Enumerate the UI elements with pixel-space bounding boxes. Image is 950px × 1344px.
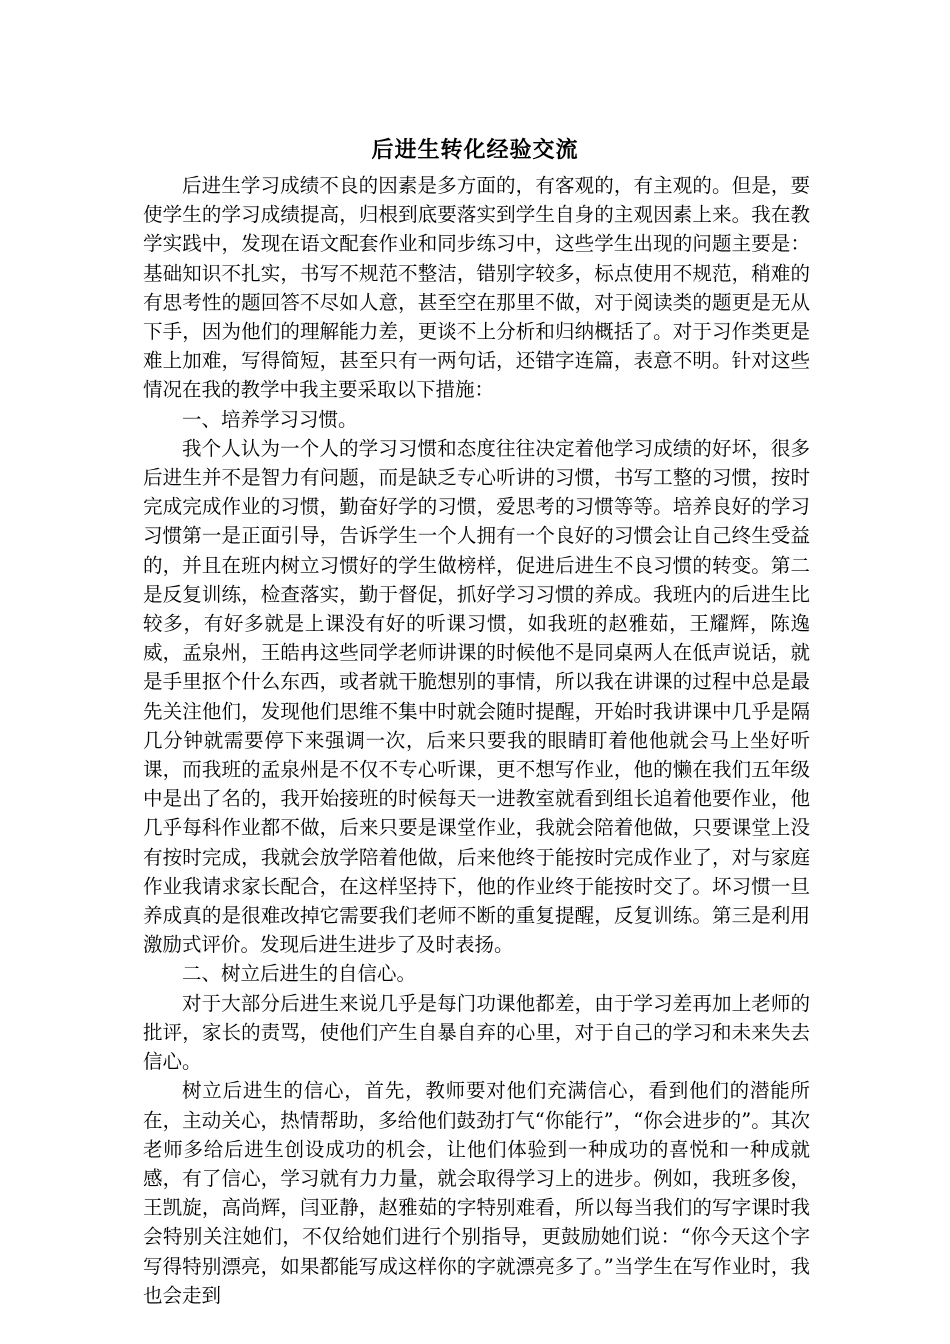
section-heading-1: 一、培养学习习惯。: [182, 407, 358, 431]
document-title: 后进生转化经验交流: [371, 137, 579, 163]
section-heading-2: 二、树立后进生的自信心。: [182, 962, 417, 986]
paragraph-confidence-methods: 树立后进生的信心，首先，教师要对他们充满信心，看到他们的潜能所在，主动关心，热情帮助，多给他们鼓劲打气“你能行”，“你会进步的”。其次老师多给后进生创设成功的机会，让他们体验到一种成功的喜悦和一种成就感，有了信心，学习就有力力量，就会取得学习上的进步。例如，我班多俊，王凯旋，高尚辉，闫亚静，赵雅茹的字特别难看，所以每当我们的写字课时我会特别关注她们，不仅给她们进行个别指导，更鼓励她们说：“你今天这个字写得特别漂亮，如果都能写成这样你的字就漂亮多了。”当学生在写作业时，我也会走到: [143, 1079, 810, 1307]
paragraph-intro: 后进生学习成绩不良的因素是多方面的，有客观的，有主观的。但是，要使学生的学习成绩提高，归根到底要落实到学生自身的主观因素上来。我在教学实践中，发现在语文配套作业和同步练习中，这些学生出现的问题主要是：基础知识不扎实，书写不规范不整洁，错别字较多，标点使用不规范，稍难的有思考性的题回答不尽如人意，甚至空在那里不做，对于阅读类的题更是无从下手，因为他们的理解能力差，更谈不上分析和归纳概括了。对于习作类更是难上加难，写得简短，甚至只有一两句话，还错字连篇，表意不明。针对这些情况在我的教学中我主要采取以下措施：: [143, 174, 810, 402]
document-body: [143, 171, 810, 1310]
paragraph-habits: 我个人认为一个人的学习习惯和态度往往决定着他学习成绩的好坏，很多后进生并不是智力有问题，而是缺乏专心听讲的习惯，书写工整的习惯，按时完成完成作业的习惯，勤奋好学的习惯，爱思考的习惯等等。培养良好的学习习惯第一是正面引导，告诉学生一个人拥有一个良好的习惯会让自己终生受益的，并且在班内树立习惯好的学生做榜样，促进后进生不良习惯的转变。第二是反复训练，检查落实，勤于督促，抓好学习习惯的养成。我班内的后进生比较多，有好多就是上课没有好的听课习惯，如我班的赵雅茹，王耀辉，陈逸威，孟泉州，王皓冉这些同学老师讲课的时候他不是同桌两人在低声说话，就是手里抠个什么东西，或者就干脆想别的事情，所以我在讲课的过程中总是最先关注他们，发现他们思维不集中时就会随时提醒，开始时我讲课中几乎是隔几分钟就需要停下来强调一次，后来只要我的眼睛盯着他他就会马上坐好听课，而我班的孟泉州是不仅不专心听课，更不想写作业，他的懒在我们五年级中是出了名的，我开始接班的时候每天一进教室就看到组长追着他要作业，他几乎每科作业都不做，后来只要是课堂作业，我就会陪着他做，只要课堂上没有按时完成，我就会放学陪着他做，后来他终于能按时完成作业了，对与家庭作业我请求家长配合，在这样坚持下，他的作业终于能按时交了。坏习惯一旦养成真的是很难改掉它需要我们老师不断的重复提醒，反复训练。第三是利用激励式评价。发现后进生进步了及时表扬。: [143, 436, 810, 957]
paragraph-confidence-problem: 对于大部分后进生来说几乎是每门功课他都差，由于学习差再加上老师的批评，家长的责骂，使他们产生自暴自弃的心里，对于自己的学习和未来失去信心。: [143, 991, 810, 1074]
